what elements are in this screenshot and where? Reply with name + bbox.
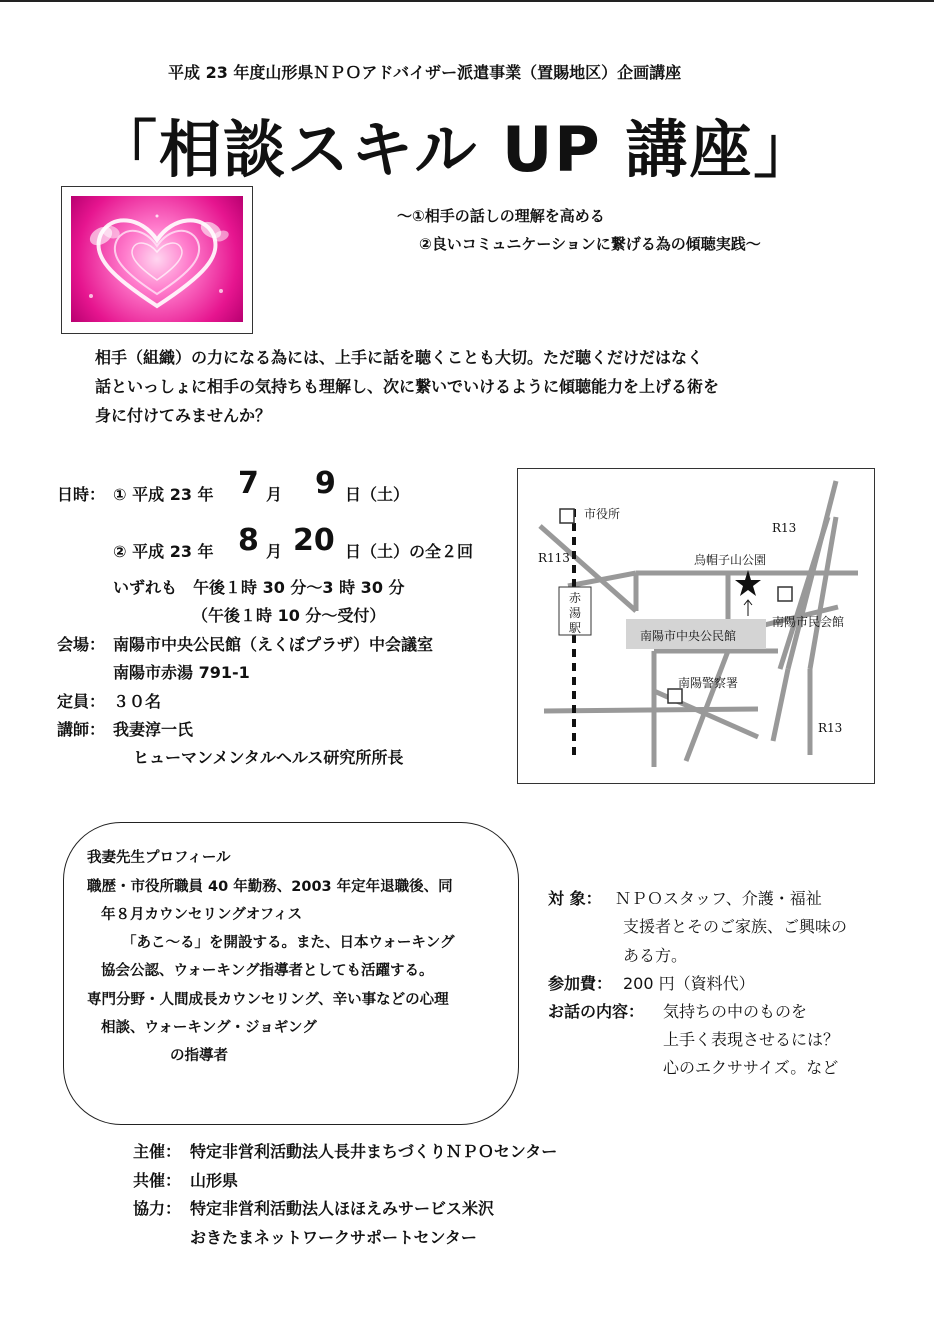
profile-line-3: 「あこ～る」を開設する。また、日本ウォーキング bbox=[122, 935, 455, 951]
venue-name: 南陽市中央公民館（えくぼプラザ）中会議室 bbox=[113, 635, 434, 654]
map-label-park: 烏帽子山公園 bbox=[694, 553, 767, 567]
profile-line-7: の指導者 bbox=[170, 1048, 228, 1064]
co-host-value: 山形県 bbox=[190, 1171, 239, 1190]
tagline-line-1: ～①相手の話しの理解を高める bbox=[397, 207, 605, 225]
map-label-station-1: 赤 bbox=[569, 591, 582, 605]
tagline-line-2: ②良いコミュニケーションに繋げる為の傾聴実践～ bbox=[419, 235, 761, 253]
schedule-2-day: 20 bbox=[293, 523, 335, 558]
organizer-label: 主催： bbox=[133, 1142, 182, 1161]
schedule-1-day-unit: 日（土） bbox=[345, 485, 410, 504]
map-label-r13-top: R13 bbox=[772, 521, 797, 535]
capacity-value: ３０名 bbox=[113, 692, 162, 711]
profile-line-5: 専門分野・人間成長カウンセリング、辛い事などの心理 bbox=[87, 992, 449, 1008]
schedule-2-day-unit: 日（土）の全２回 bbox=[345, 542, 474, 561]
map-label-police: 南陽警察署 bbox=[678, 676, 739, 690]
content-line-1: 気持ちの中のものを bbox=[663, 1002, 808, 1021]
map-label-station-2: 湯 bbox=[569, 606, 582, 620]
page-title: 「相談スキル UP 講座」 bbox=[95, 113, 818, 186]
schedule-label: 日時： bbox=[57, 485, 106, 504]
support-value-2: おきたまネットワークサポートセンター bbox=[190, 1228, 477, 1247]
map-label-r13-bottom: R13 bbox=[818, 721, 843, 735]
schedule-1-day: 9 bbox=[315, 466, 336, 501]
venue-address: 南陽市赤湯 791-1 bbox=[113, 663, 250, 682]
fee-label: 参加費： bbox=[548, 974, 613, 993]
intro-line-3: 身に付けてみませんか？ bbox=[95, 406, 272, 425]
top-border-line bbox=[0, 0, 934, 2]
target-line-3: ある方。 bbox=[623, 946, 688, 965]
schedule-1-month: 7 bbox=[238, 466, 259, 501]
content-label: お話の内容： bbox=[548, 1002, 645, 1021]
map-label-r113: R113 bbox=[538, 551, 570, 565]
schedule-1-month-unit: 月 bbox=[266, 485, 283, 504]
organizer-value: 特定非営利活動法人長井まちづくりＮＰＯセンター bbox=[190, 1142, 558, 1161]
co-host-label: 共催： bbox=[133, 1171, 182, 1190]
profile-line-1: 職歴・市役所職員 40 年勤務、2003 年定年退職後、同 bbox=[87, 879, 453, 895]
lecturer-name: 我妻淳一氏 bbox=[113, 720, 194, 739]
map-label-city-hall: 市役所 bbox=[584, 507, 621, 521]
intro-line-2: 話といっしょに相手の気持ちも理解し、次に繋いでいけるように傾聴能力を上げる術を bbox=[95, 377, 720, 396]
intro-line-1: 相手（組織）の力になる為には、上手に話を聴くことも大切。ただ聴くだけだはなく bbox=[95, 348, 704, 367]
content-line-3: 心のエクササイズ。など bbox=[663, 1058, 839, 1077]
schedule-2-month: 8 bbox=[238, 523, 259, 558]
schedule-2-month-unit: 月 bbox=[266, 542, 283, 561]
heart-image bbox=[71, 196, 243, 322]
heart-graphic bbox=[71, 196, 243, 322]
support-label: 協力： bbox=[133, 1199, 182, 1218]
lecturer-title: ヒューマンメンタルヘルス研究所所長 bbox=[133, 748, 404, 767]
target-line-1: ＮＰＯスタッフ、介護・福祉 bbox=[615, 889, 822, 908]
event-subtitle: 平成 23 年度山形県ＮＰＯアドバイザー派遣事業（置賜地区）企画講座 bbox=[168, 63, 682, 82]
profile-line-6: 相談、ウォーキング・ジョギング bbox=[101, 1020, 317, 1036]
target-label: 対 象： bbox=[548, 889, 602, 908]
support-value-1: 特定非営利活動法人ほほえみサービス米沢 bbox=[190, 1199, 495, 1218]
fee-value: 200 円（資料代） bbox=[623, 974, 755, 993]
schedule-reception: （午後１時 10 分～受付） bbox=[192, 606, 386, 625]
profile-line-2: 年８月カウンセリングオフィス bbox=[101, 907, 303, 923]
map-label-station-3: 駅 bbox=[569, 621, 582, 635]
schedule-1-prefix: ① 平成 23 年 bbox=[113, 485, 214, 504]
schedule-time: いずれも 午後１時 30 分～3 時 30 分 bbox=[113, 578, 405, 597]
map-label-community-hall: 南陽市民会館 bbox=[772, 615, 845, 629]
heart-image-frame bbox=[61, 186, 253, 334]
content-line-2: 上手く表現させるには？ bbox=[663, 1030, 840, 1049]
profile-heading: 我妻先生プロフィール bbox=[87, 850, 231, 866]
venue-label: 会場： bbox=[57, 635, 106, 654]
target-line-2: 支援者とそのご家族、ご興味の bbox=[623, 917, 848, 936]
access-map bbox=[517, 468, 875, 784]
profile-line-4: 協会公認、ウォーキング指導者としても活躍する。 bbox=[101, 963, 434, 979]
lecturer-label: 講師： bbox=[57, 720, 106, 739]
schedule-2-prefix: ② 平成 23 年 bbox=[113, 542, 214, 561]
capacity-label: 定員： bbox=[57, 692, 106, 711]
map-label-venue: 南陽市中央公民館 bbox=[640, 629, 737, 643]
